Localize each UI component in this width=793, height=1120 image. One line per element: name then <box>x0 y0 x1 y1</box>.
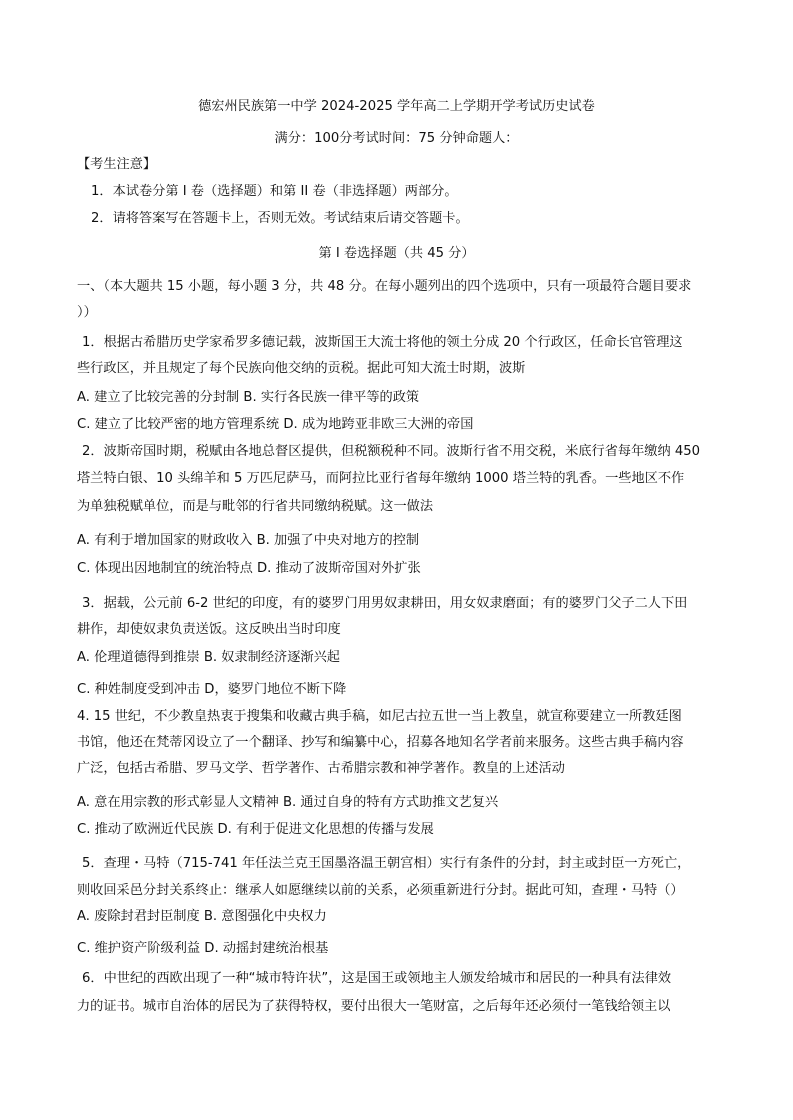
question-6-text: 力的证书。城市自治体的居民为了获得特权，要付出很大一笔财富，之后每年还必须付一笔钱给领主以 <box>77 999 671 1014</box>
question-2-text: 为单独税赋单位，而是与毗邻的行省共同缴纳税赋。这一做法 <box>77 499 434 514</box>
question-4-text: 书馆，他还在梵蒂冈设立了一个翻译、抄写和编纂中心，招募各地知名学者前来服务。这些古典手稿内容 <box>77 735 684 750</box>
question-3-text: 3．据载，公元前 6-2 世纪的印度，有的婆罗门用男奴隶耕田，用女奴隶磨面；有的婆罗门父子二人下田 <box>82 596 688 611</box>
question-5-options: C. 维护资产阶级利益 D. 动摇封建统治根基 <box>77 941 329 956</box>
notice-item: 1．本试卷分第 I 卷（选择题）和第 II 卷（非选择题）两部分。 <box>91 184 458 199</box>
section-instructions: ）） <box>77 305 97 320</box>
section-title: 第 I 卷选择题（共 45 分） <box>318 246 475 261</box>
question-1-text: 些行政区，并且规定了每个民族向他交纳的贡税。据此可知大流士时期，波斯 <box>77 361 526 376</box>
question-1-options: A. 建立了比较完善的分封制 B. 实行各民族一律平等的政策 <box>77 390 420 405</box>
question-5-text: 5．查理・马特（715-741 年任法兰克王国墨洛温王朝宫相）实行有条件的分封，封主或封臣一方死亡， <box>82 856 691 871</box>
question-5-options: A. 废除封君封臣制度 B. 意图强化中央权力 <box>77 909 327 924</box>
question-4-text: 4. 15 世纪，不少教皇热衷于搜集和收藏古典手稿，如尼古拉五世一当上教皇，就宣称要建立一所教廷图 <box>77 709 682 724</box>
question-2-text: 2．波斯帝国时期，税赋由各地总督区提供，但税额税种不同。波斯行省不用交税，米底行省每年缴纳 450 <box>82 444 700 459</box>
question-3-options: A. 伦理道德得到推崇 B. 奴隶制经济逐渐兴起 <box>77 650 340 665</box>
question-5-text: 则收回采邑分封关系终止：继承人如愿继续以前的关系，必须重新进行分封。据此可知，查理・马特（） <box>77 883 684 898</box>
question-2-text: 塔兰特白银、10 头绵羊和 5 万匹尼萨马，而阿拉比亚行省每年缴纳 1000 塔兰特的乳香。一些地区不作 <box>77 471 685 486</box>
notice-item: 2．请将答案写在答题卡上，否则无效。考试结束后请交答题卡。 <box>91 211 469 226</box>
notice-heading: 【考生注意】 <box>77 157 157 172</box>
question-4-options: C. 推动了欧洲近代民族 D. 有利于促进文化思想的传播与发展 <box>77 822 434 837</box>
question-6-text: 6．中世纪的西欧出现了一种“城市特许状”，这是国王或领地主人颁发给城市和居民的一种具有法律效 <box>82 971 672 986</box>
section-instructions: 一、（本大题共 15 小题，每小题 3 分，共 48 分。在每小题列出的四个选项中，只有一项最符合题目要求 <box>77 279 692 294</box>
question-2-options: A. 有利于增加国家的财政收入 B. 加强了中央对地方的控制 <box>77 533 420 548</box>
question-1-options: C. 建立了比较严密的地方管理系统 D. 成为地跨亚非欧三大洲的帝国 <box>77 417 474 432</box>
question-2-options: C. 体现出因地制宜的统治特点 D. 推动了波斯帝国对外扩张 <box>77 561 421 576</box>
exam-subtitle: 满分：100分考试时间：75 分钟命题人： <box>274 131 519 146</box>
exam-title: 德宏州民族第一中学 2024-2025 学年高二上学期开学考试历史试卷 <box>198 99 595 114</box>
question-4-text: 广泛，包括古希腊、罗马文学、哲学著作、古希腊宗教和神学著作。教皇的上述活动 <box>77 761 565 776</box>
question-4-options: A. 意在用宗教的形式彰显人文精神 B. 通过自身的特有方式助推文艺复兴 <box>77 795 499 810</box>
question-3-options: C. 种姓制度受到冲击 D，婆罗门地位不断下降 <box>77 682 347 697</box>
question-1-text: 1．根据古希腊历史学家希罗多德记载，波斯国王大流士将他的领土分成 20 个行政区，任命长官管理这 <box>82 335 683 350</box>
question-3-text: 耕作，却使奴隶负责送饭。这反映出当时印度 <box>77 622 341 637</box>
